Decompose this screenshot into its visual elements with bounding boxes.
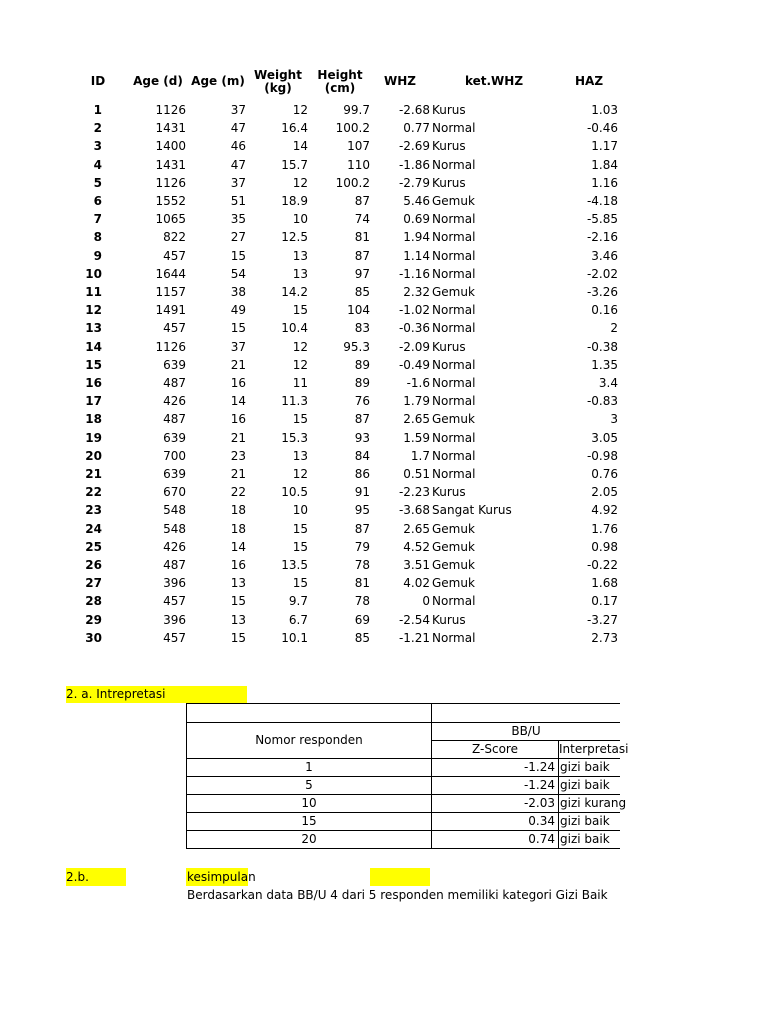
cell-whz: 2.65 [403,412,430,427]
cell-id: 12 [85,303,102,318]
cell-haz: 3 [610,412,618,427]
cell-height: 100.2 [335,175,370,190]
cell-haz: 3.4 [598,376,618,390]
cell-id: 13 [85,321,102,336]
header-age-d: Age (d) [133,74,183,88]
cell-ket-whz: Normal [432,357,476,372]
cell-id: 9 [93,248,102,263]
cell-weight: 6.7 [288,612,308,627]
cell-height: 87 [354,412,370,427]
cell-age-d: 639 [163,430,186,445]
cell-haz: 2.05 [591,485,618,500]
t2-header-bbu: BB/U [511,724,541,738]
cell-height: 81 [354,230,370,245]
cell-nomor: 1 [305,760,313,774]
cell-whz: 2.32 [403,285,430,299]
cell-whz: -0.49 [398,357,430,372]
cell-ket-whz: Normal [432,448,476,463]
header-age-m: Age (m) [191,74,245,88]
cell-haz: 0.98 [591,539,618,554]
t2-border-bottom [186,848,620,849]
cell-haz: -5.85 [586,212,618,227]
cell-weight: 12 [292,103,308,117]
cell-whz: -2.09 [398,339,430,354]
cell-height: 95.3 [343,339,370,354]
cell-weight: 11 [292,376,308,390]
cell-haz: -4.18 [586,194,618,208]
cell-height: 87 [354,248,370,263]
cell-age-d: 1157 [155,285,186,299]
cell-weight: 13 [292,448,308,463]
cell-zscore: -2.03 [523,796,555,810]
cell-interpretasi: gizi baik [560,778,610,792]
cell-whz: -1.6 [406,376,430,390]
t2-border-top [186,703,620,704]
section-2b-label: 2.b. [66,870,89,884]
cell-age-d: 1126 [155,339,186,354]
cell-whz: -3.68 [398,503,430,518]
cell-whz: -2.69 [398,139,430,154]
cell-interpretasi: gizi baik [560,832,610,846]
cell-height: 93 [354,430,370,445]
cell-haz: -2.02 [586,266,618,281]
header-height [312,69,368,95]
cell-age-m: 54 [230,266,246,281]
cell-whz: -2.79 [398,175,430,190]
cell-whz: 0.69 [403,212,430,227]
t2-header-interp: Interpretasi [559,742,629,756]
cell-whz: 1.59 [403,430,430,445]
cell-id: 16 [85,376,102,390]
cell-interpretasi: gizi kurang [560,796,627,810]
cell-age-d: 396 [163,612,186,627]
cell-ket-whz: Normal [432,230,476,245]
cell-age-d: 1644 [155,266,186,281]
cell-haz: 3.46 [591,248,618,263]
cell-weight: 14.2 [281,285,308,299]
highlight-2a-blank [186,686,247,703]
cell-id: 26 [85,558,102,572]
cell-haz: 1.76 [591,521,618,536]
cell-zscore: 0.34 [528,814,555,828]
cell-weight: 15.7 [281,157,308,172]
cell-whz: 2.65 [403,521,430,536]
cell-height: 89 [354,376,370,390]
cell-age-m: 22 [230,485,246,500]
cell-weight: 13 [292,248,308,263]
cell-whz: -2.23 [398,485,430,500]
cell-age-d: 548 [163,503,186,518]
cell-age-d: 670 [163,485,186,500]
cell-nomor: 20 [301,832,317,846]
cell-haz: 0.16 [591,303,618,318]
cell-ket-whz: Normal [432,594,476,609]
cell-whz: -1.21 [398,630,430,645]
cell-ket-whz: Gemuk [432,539,475,554]
cell-haz: -0.83 [586,394,618,409]
cell-age-d: 1552 [155,194,186,208]
cell-haz: 2 [610,321,618,336]
header-weight-line2: (kg) [264,81,292,95]
cell-age-d: 426 [163,539,186,554]
cell-haz: 0.17 [591,594,618,609]
cell-height: 74 [354,212,370,227]
cell-ket-whz: Gemuk [432,576,475,591]
cell-ket-whz: Normal [432,467,476,481]
cell-age-m: 15 [230,630,246,645]
cell-age-m: 13 [230,612,246,627]
header-ket-whz: ket.WHZ [464,74,524,88]
cell-weight: 16.4 [281,121,308,136]
cell-weight: 15 [292,303,308,318]
cell-haz: 1.16 [591,175,618,190]
cell-weight: 12 [292,339,308,354]
cell-id: 8 [93,230,102,245]
cell-whz: 4.02 [403,576,430,591]
cell-id: 21 [85,467,102,481]
cell-ket-whz: Normal [432,266,476,281]
cell-ket-whz: Normal [432,321,476,336]
cell-age-d: 487 [163,376,186,390]
cell-age-d: 457 [163,321,186,336]
cell-id: 3 [93,139,102,154]
cell-weight: 10 [292,212,308,227]
cell-haz: -2.16 [586,230,618,245]
cell-whz: -1.86 [398,157,430,172]
cell-weight: 15 [292,576,308,591]
cell-height: 78 [354,558,370,572]
cell-age-m: 37 [230,175,246,190]
cell-id: 22 [85,485,102,500]
cell-whz: 1.14 [403,248,430,263]
cell-age-m: 21 [230,467,246,481]
cell-whz: -2.54 [398,612,430,627]
cell-nomor: 10 [301,796,317,810]
cell-ket-whz: Gemuk [432,285,475,299]
cell-age-m: 16 [230,412,246,427]
kesimpulan-label: kesimpulan [187,870,256,884]
cell-whz: -1.16 [398,266,430,281]
cell-height: 95 [354,503,370,518]
cell-whz: -2.68 [398,103,430,117]
kesimpulan-text: Berdasarkan data BB/U 4 dari 5 responden memiliki kategori Gizi Baik [187,888,608,902]
cell-id: 23 [85,503,102,518]
cell-age-m: 18 [230,521,246,536]
cell-age-d: 396 [163,576,186,591]
cell-id: 2 [93,121,102,136]
cell-haz: 1.84 [591,157,618,172]
cell-weight: 10 [292,503,308,518]
cell-height: 79 [354,539,370,554]
cell-weight: 18.9 [281,194,308,208]
cell-height: 69 [354,612,370,627]
cell-height: 83 [354,321,370,336]
cell-weight: 15 [292,521,308,536]
cell-age-d: 548 [163,521,186,536]
cell-age-m: 47 [230,157,246,172]
cell-haz: -3.26 [586,285,618,299]
cell-age-m: 46 [230,139,246,154]
cell-id: 1 [93,103,102,117]
cell-age-d: 457 [163,630,186,645]
cell-height: 78 [354,594,370,609]
cell-id: 5 [93,175,102,190]
cell-ket-whz: Kurus [432,175,466,190]
header-whz: WHZ [384,74,416,88]
cell-nomor: 15 [301,814,317,828]
cell-id: 18 [85,412,102,427]
cell-ket-whz: Normal [432,212,476,227]
cell-height: 87 [354,194,370,208]
cell-age-m: 21 [230,430,246,445]
cell-haz: -0.22 [586,558,618,572]
cell-id: 7 [93,212,102,227]
cell-id: 25 [85,539,102,554]
cell-weight: 10.4 [281,321,308,336]
t2-header-zscore: Z-Score [472,742,518,756]
cell-whz: 0 [422,594,430,609]
cell-ket-whz: Normal [432,630,476,645]
cell-age-m: 49 [230,303,246,318]
cell-age-m: 16 [230,376,246,390]
header-weight [250,69,306,95]
cell-id: 6 [93,194,102,208]
cell-age-m: 27 [230,230,246,245]
cell-age-d: 700 [163,448,186,463]
cell-weight: 15 [292,539,308,554]
cell-age-d: 1400 [155,139,186,154]
cell-height: 86 [354,467,370,481]
cell-id: 24 [85,521,102,536]
cell-ket-whz: Normal [432,248,476,263]
cell-haz: 0.76 [591,467,618,481]
cell-height: 104 [347,303,370,318]
cell-age-m: 35 [230,212,246,227]
cell-haz: 3.05 [591,430,618,445]
cell-age-m: 37 [230,103,246,117]
cell-id: 15 [85,357,102,372]
cell-ket-whz: Normal [432,394,476,409]
header-height-line2: (cm) [324,81,356,95]
cell-ket-whz: Gemuk [432,412,475,427]
cell-haz: 2.73 [591,630,618,645]
cell-height: 87 [354,521,370,536]
cell-zscore: 0.74 [528,832,555,846]
t2-header-nomor: Nomor responden [255,733,363,747]
cell-id: 11 [85,285,102,299]
cell-age-m: 47 [230,121,246,136]
cell-age-m: 23 [230,448,246,463]
cell-height: 85 [354,630,370,645]
cell-ket-whz: Kurus [432,139,466,154]
cell-height: 107 [347,139,370,154]
cell-age-m: 14 [230,539,246,554]
cell-id: 4 [93,157,102,172]
cell-whz: -0.36 [398,321,430,336]
cell-height: 110 [347,157,370,172]
cell-height: 81 [354,576,370,591]
cell-height: 97 [354,266,370,281]
cell-height: 91 [354,485,370,500]
cell-ket-whz: Gemuk [432,521,475,536]
header-weight-line1: Weight [254,68,302,82]
cell-weight: 12.5 [281,230,308,245]
cell-whz: 5.46 [403,194,430,208]
cell-weight: 12 [292,467,308,481]
cell-id: 28 [85,594,102,609]
cell-age-m: 21 [230,357,246,372]
cell-interpretasi: gizi baik [560,814,610,828]
highlight-2b-blank [370,868,430,886]
cell-age-d: 639 [163,357,186,372]
cell-id: 10 [85,266,102,281]
cell-id: 17 [85,394,102,409]
cell-age-d: 1431 [155,121,186,136]
cell-weight: 12 [292,175,308,190]
cell-age-d: 457 [163,594,186,609]
cell-ket-whz: Kurus [432,485,466,500]
header-height-line1: Height [317,68,363,82]
cell-age-m: 16 [230,558,246,572]
cell-haz: 1.35 [591,357,618,372]
cell-ket-whz: Normal [432,157,476,172]
cell-age-m: 15 [230,321,246,336]
cell-age-m: 15 [230,248,246,263]
cell-height: 76 [354,394,370,409]
cell-ket-whz: Kurus [432,103,466,117]
cell-haz: -0.38 [586,339,618,354]
cell-ket-whz: Kurus [432,612,466,627]
cell-weight: 10.5 [281,485,308,500]
cell-age-d: 1126 [155,103,186,117]
cell-haz: 4.92 [591,503,618,518]
cell-ket-whz: Sangat Kurus [432,503,512,518]
cell-weight: 13.5 [281,558,308,572]
cell-zscore: -1.24 [523,760,555,774]
cell-age-d: 822 [163,230,186,245]
cell-whz: 0.77 [403,121,430,136]
cell-age-d: 487 [163,412,186,427]
cell-weight: 9.7 [288,594,308,609]
cell-whz: 0.51 [403,467,430,481]
cell-id: 29 [85,612,102,627]
cell-age-d: 1431 [155,157,186,172]
cell-height: 85 [354,285,370,299]
cell-whz: -1.02 [398,303,430,318]
cell-whz: 1.79 [403,394,430,409]
cell-age-d: 1065 [155,212,186,227]
cell-ket-whz: Normal [432,430,476,445]
cell-weight: 14 [292,139,308,154]
cell-ket-whz: Normal [432,376,476,390]
cell-whz: 4.52 [403,539,430,554]
cell-haz: 1.03 [591,103,618,117]
cell-ket-whz: Gemuk [432,558,475,572]
cell-whz: 3.51 [403,558,430,572]
cell-age-d: 487 [163,558,186,572]
cell-id: 27 [85,576,102,591]
cell-haz: -0.46 [586,121,618,136]
cell-ket-whz: Gemuk [432,194,475,208]
header-haz: HAZ [574,74,604,88]
cell-weight: 13 [292,266,308,281]
cell-age-d: 1491 [155,303,186,318]
cell-ket-whz: Normal [432,121,476,136]
cell-age-m: 14 [230,394,246,409]
cell-height: 89 [354,357,370,372]
cell-ket-whz: Normal [432,303,476,318]
cell-zscore: -1.24 [523,778,555,792]
cell-id: 20 [85,448,102,463]
cell-weight: 11.3 [281,394,308,409]
cell-weight: 15 [292,412,308,427]
cell-height: 84 [354,448,370,463]
cell-id: 19 [85,430,102,445]
cell-weight: 15.3 [281,430,308,445]
cell-age-m: 37 [230,339,246,354]
header-id: ID [90,74,106,88]
cell-interpretasi: gizi baik [560,760,610,774]
section-2a-label: 2. a. Intrepretasi [66,687,166,701]
cell-age-m: 38 [230,285,246,299]
cell-height: 99.7 [343,103,370,117]
cell-id: 30 [85,630,102,645]
cell-age-m: 51 [230,194,246,208]
cell-age-d: 1126 [155,175,186,190]
cell-whz: 1.7 [410,448,430,463]
cell-age-d: 426 [163,394,186,409]
cell-height: 100.2 [335,121,370,136]
cell-weight: 12 [292,357,308,372]
cell-age-d: 639 [163,467,186,481]
cell-haz: 1.68 [591,576,618,591]
cell-age-m: 15 [230,594,246,609]
cell-nomor: 5 [305,778,313,792]
cell-whz: 1.94 [403,230,430,245]
cell-age-m: 18 [230,503,246,518]
cell-ket-whz: Kurus [432,339,466,354]
cell-age-m: 13 [230,576,246,591]
cell-weight: 10.1 [281,630,308,645]
cell-haz: -3.27 [586,612,618,627]
cell-haz: 1.17 [591,139,618,154]
cell-id: 14 [85,339,102,354]
cell-age-d: 457 [163,248,186,263]
cell-haz: -0.98 [586,448,618,463]
